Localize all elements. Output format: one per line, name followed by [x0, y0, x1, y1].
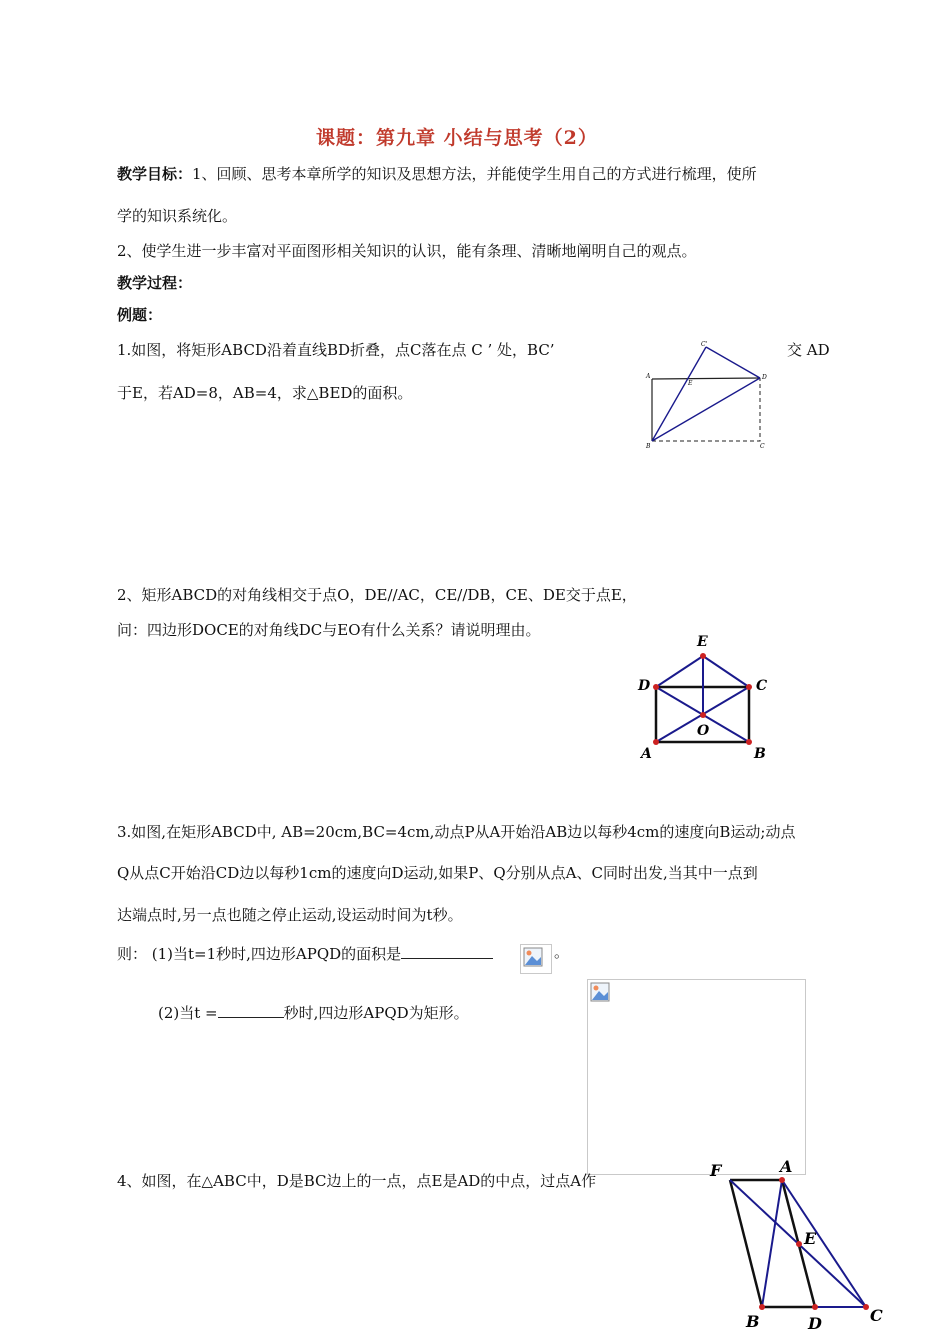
q2-point-d [653, 684, 659, 690]
q2-line-2: 问：四边形DOCE的对角线DC与EO有什么关系？请说明理由。 [117, 621, 541, 639]
q3-sub2-suffix: 秒时,四边形APQD为矩形。 [283, 1004, 469, 1022]
q4-label-c: C [870, 1306, 883, 1325]
q1-text-c: 于E，若AD=8，AB=4，求△BED的面积。 [117, 384, 413, 402]
q3-line-2: Q从点C开始沿CD边以每秒1cm的速度向D运动,如果P、Q分别从点A、C同时出发,当其中一点到 [117, 864, 758, 882]
q4-point-c [863, 1304, 869, 1310]
q2-label-a: A [641, 746, 652, 762]
q3-answer-blank-2[interactable] [218, 1001, 284, 1018]
q1-label-b: B [646, 443, 651, 450]
q2-line-1: 2、矩形ABCD的对角线相交于点O，DE//AC，CE//DB，CE、DE交于点E， [117, 586, 637, 604]
q4-line-ac [782, 1180, 866, 1307]
q2-point-o [700, 712, 706, 718]
q3-sub1-prefix: 则： (1)当t=1秒时,四边形APQD的面积是 [117, 945, 402, 963]
q1-diagonal-bd [652, 378, 760, 441]
broken-image-icon [523, 947, 543, 967]
q4-point-b [759, 1304, 765, 1310]
broken-image-icon [590, 982, 610, 1002]
page-title: 课题：第九章 小结与思考（2） [316, 127, 598, 149]
q4-label-f: F [710, 1161, 722, 1180]
q2-line-ce [703, 656, 749, 687]
process-label: 教学过程： [117, 274, 193, 292]
objectives-line-2: 学的知识系统化。 [117, 207, 238, 225]
example-label: 例题： [117, 306, 163, 324]
q4-line-ab [762, 1180, 782, 1307]
q1-line-bc-prime [652, 347, 706, 441]
q1-text-b: 交 AD [787, 341, 830, 359]
q4-label-b: B [746, 1312, 760, 1331]
q4-figure [700, 1155, 900, 1344]
q3-sub1-suffix: 。 [554, 943, 570, 961]
objectives-text-1: 1、回顾、思考本章所学的知识及思想方法，并能使学生用自己的方式进行梳理，使所 [192, 165, 757, 183]
q3-answer-blank-1[interactable] [401, 942, 493, 959]
q2-label-c: C [756, 678, 768, 694]
q3-sub2-prefix: (2)当t = [158, 1004, 218, 1022]
objectives-line-3: 2、使学生进一步丰富对平面图形相关知识的认识，能有条理、清晰地阐明自己的观点。 [117, 242, 697, 260]
q3-inline-image [520, 944, 552, 974]
q1-label-c-prime: C' [701, 341, 708, 348]
q2-point-e [700, 653, 706, 659]
q2-label-e: E [697, 634, 708, 650]
q1-label-e: E [688, 380, 693, 387]
q1-label-d: D [762, 374, 767, 381]
q3-sub2 [158, 1001, 469, 1023]
q1-label-a: A [646, 373, 651, 380]
q4-point-e [796, 1241, 802, 1247]
q3-sub1 [117, 942, 493, 964]
q2-figure [636, 630, 776, 762]
q2-point-c [746, 684, 752, 690]
q4-point-d [812, 1304, 818, 1310]
q4-label-a: A [780, 1157, 793, 1176]
q4-label-e: E [804, 1229, 817, 1248]
q3-figure-image [587, 979, 806, 1175]
q1-label-c: C [760, 443, 765, 450]
q4-label-d: D [808, 1314, 822, 1333]
q2-label-o: O [697, 723, 710, 739]
q3-line-3: 达端点时,另一点也随之停止运动,设运动时间为t秒。 [117, 906, 463, 924]
q4-line-fb [730, 1180, 762, 1307]
objectives-label: 教学目标： [117, 165, 193, 183]
q2-label-d: D [638, 678, 651, 694]
q1-side-ad [652, 378, 760, 379]
q1-line-c-prime-d [706, 347, 760, 378]
q2-point-a [653, 739, 659, 745]
q1-text-a: 1.如图，将矩形ABCD沿着直线BD折叠，点C落在点 C ’ 处，BC’ [117, 341, 555, 359]
objectives-line-1 [117, 164, 757, 184]
q2-point-b [746, 739, 752, 745]
q4-text: 4、如图，在△ABC中，D是BC边上的一点，点E是AD的中点，过点A作 [117, 1172, 597, 1190]
q2-line-de [656, 656, 703, 687]
q1-figure [640, 338, 770, 454]
q2-label-b: B [754, 746, 766, 762]
q4-point-a [779, 1177, 785, 1183]
q3-line-1: 3.如图,在矩形ABCD中, AB=20cm,BC=4cm,动点P从A开始沿AB边以每秒4cm的速度向B运动;动点 [117, 823, 796, 841]
